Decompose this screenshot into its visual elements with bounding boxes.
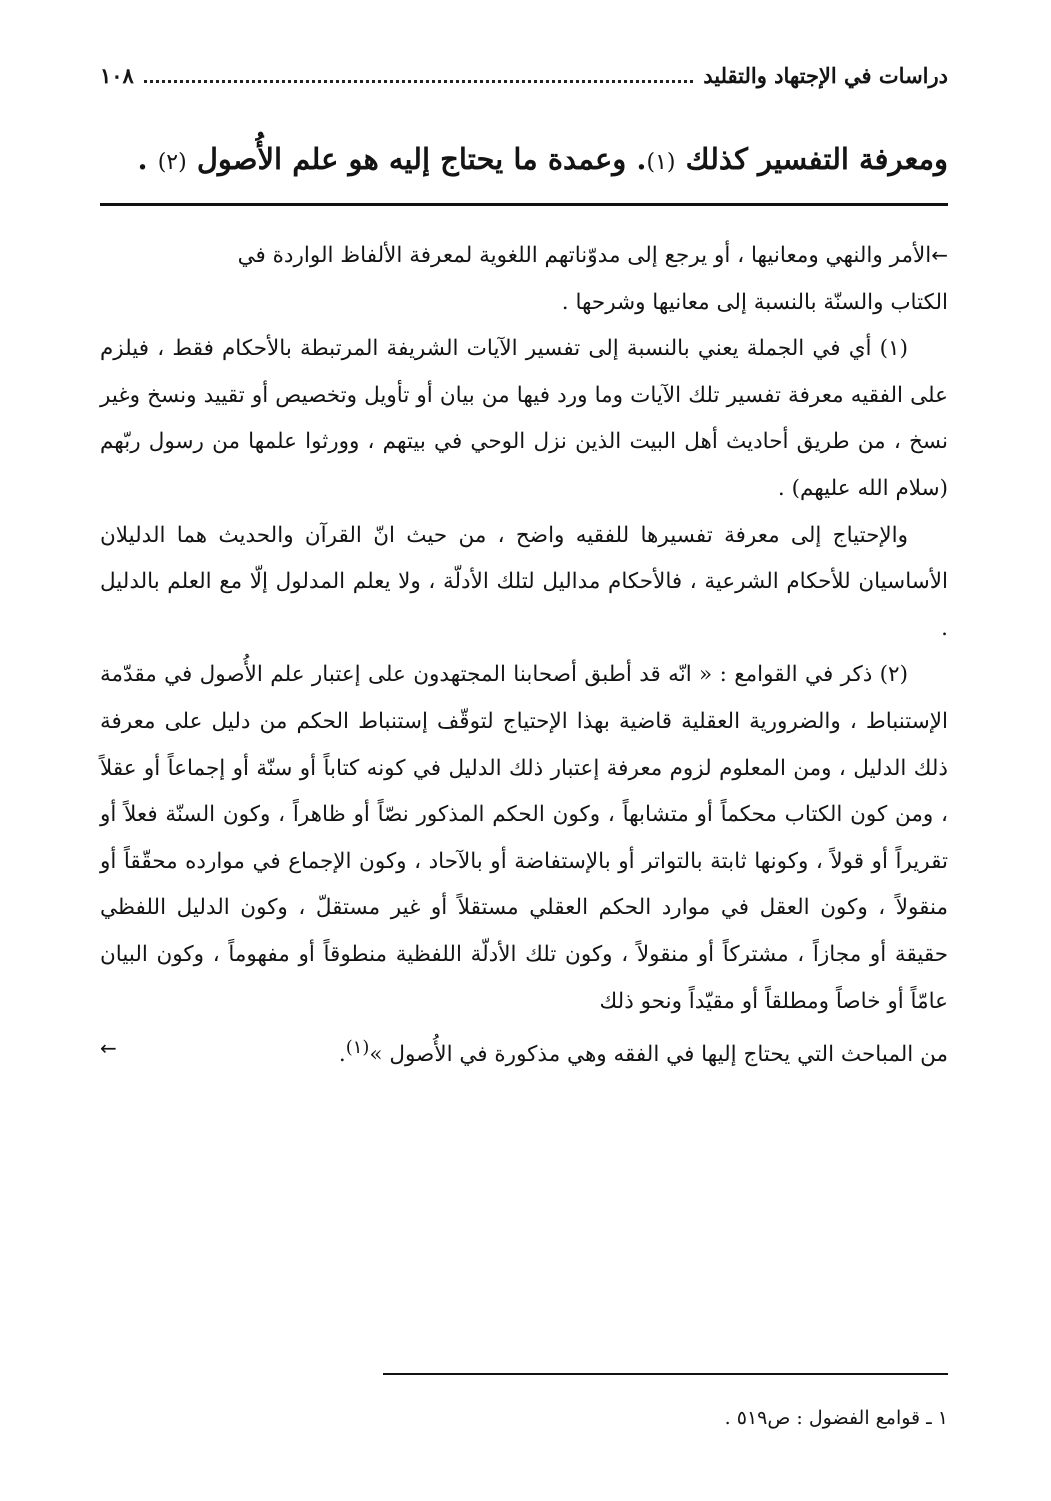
page-number: ١٠٨ [100,62,134,88]
footnote-2-end-mark: . [338,1042,346,1068]
running-header [100,58,948,92]
footnote-2-sup-ref: (١) [345,1037,370,1059]
main-text-part2: . وعمدة ما يحتاج إليه هو علم الأُصول [196,142,647,176]
main-end-mark: . [137,142,148,176]
continued-footnote-line2: الكتاب والسنّة بالنسبة إلى معانيها وشرحها . [561,289,948,315]
continued-footnote [100,232,948,280]
main-footnote-divider [100,203,948,206]
main-text-part1: ومعرفة التفسير كذلك [685,142,948,176]
footnote-1-paragraph-2: والإحتياج إلى معرفة تفسيرها للفقيه واضح ، من حيث انّ القرآن والحديث هما الدليلان الأساسيان للأحكام الشرعية ، فالأحكام مداليل لتلك الأدلّة ، ولا يعلم المدلول إلّا مع العلم بالدليل . [100,522,948,641]
footnote-2-body: (٢) ذكر في القوامع : « انّه قد أطبق أصحابنا المجتهدون على إعتبار علم الأُصول في مقدّمة الإستنباط ، والضرورية العقلية قاضية بهذا الإحتياج لتوقّف إستنباط الحكم من دليل على معرفة ذلك الدليل ، ومن المعلوم لزوم معرفة إعتبار ذلك الدليل في كونه كتاباً أو سنّة أو إجماعاً أو عقلاً ، ومن كون الكتاب محكماً أو متشابهاً ، وكون الحكم المذكور نصّاً أو ظاهراً ، وكون السنّة فعلاً أو تقريراً أو قولاً ، وكونها ثابتة بالتواتر أو بالإستفاضة أو بالآحاد ، وكون الإجماع في موارده محقّقاً أو منقولاً ، وكون العقل في موارد الحكم العقلي مستقلاً أو غير مستقلّ ، وكون الدليل اللفظي حقيقة أو مجازاً ، مشتركاً أو منقولاً ، وكون تلك الأدلّة اللفظية منطوقاً أو مفهوماً ، وكون البيان عامّاً أو خاصاً ومطلقاً أو مقيّداً ونحو ذلك [100,662,948,1014]
footnote-ref-2: (٢) [157,150,187,175]
footnote-2-last-text [339,1025,948,1079]
header-dot-leader [144,76,693,83]
continues-arrow-icon: ← [100,1036,117,1061]
footnote-1-paragraph-1: (١) أي في الجملة يعني بالنسبة إلى تفسير الآيات الشريفة المرتبطة بالأحكام فقط ، فيلزم على الفقيه معرفة تفسير تلك الآيات وما ورد فيها من بيان أو تأويل وتخصيص أو تقييد ونسخ وغير نسخ ، من طريق أحاديث أهل البيت الذين نزل الوحي في بيتهم ، وورثوا علمها من رسول ربّهم (سلام الله عليهم) . [100,336,948,501]
footnote-2-last-line [100,1025,948,1079]
continued-footnote-line1: الأمر والنهي ومعانيها ، أو يرجع إلى مدوّناتهم اللغوية لمعرفة الألفاظ الواردة في [237,243,932,268]
bottom-reference: ١ ـ قوامع الفضول : ص٥١٩ . [724,1407,948,1429]
footnote-2-last-line-text: من المباحث التي يحتاج إليها في الفقه وهي مذكورة في الأُصول » [369,1042,948,1068]
main-text-line [100,132,948,190]
reference-divider [383,1373,948,1375]
footnotes-section [100,232,948,1079]
continuation-arrow-icon: ← [931,243,948,267]
footnote-ref-1: (١) [646,150,676,175]
book-title: دراسات في الإجتهاد والتقليد [703,62,948,88]
